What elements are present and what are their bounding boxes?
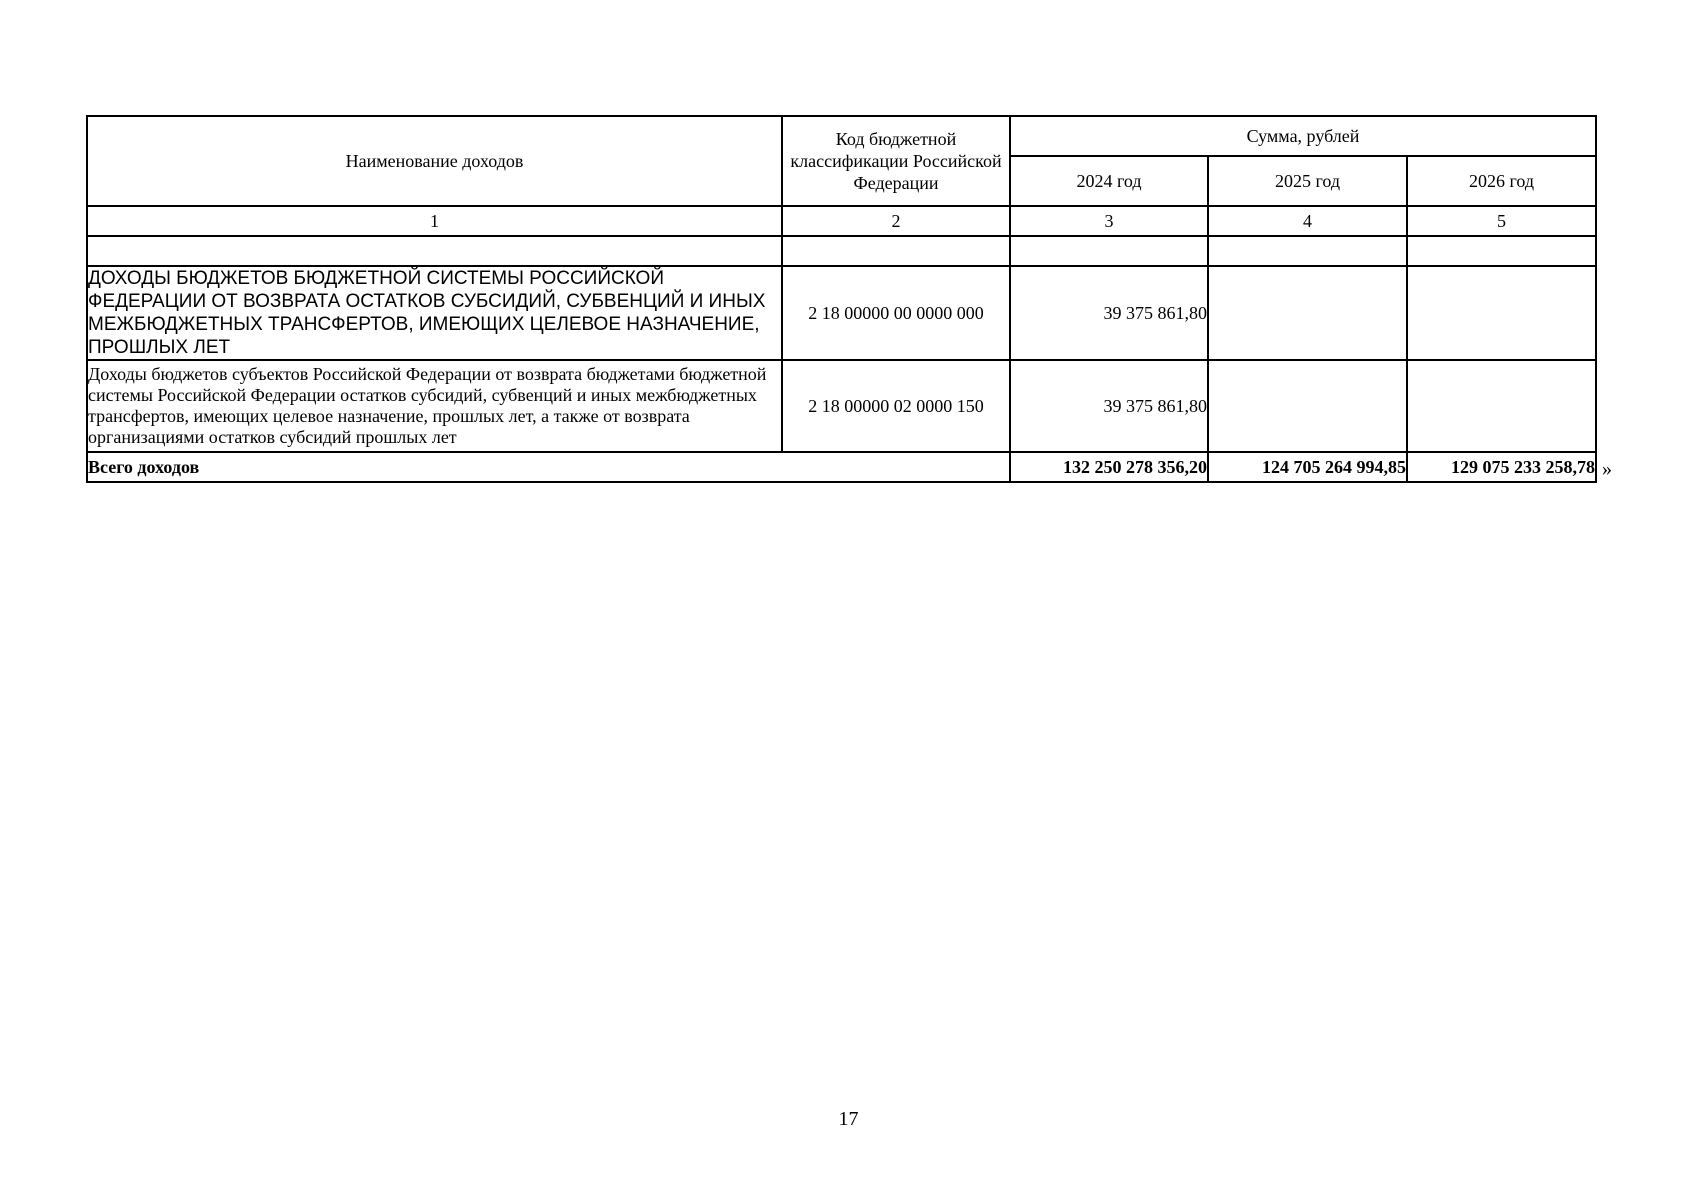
income-name: ДОХОДЫ БЮДЖЕТОВ БЮДЖЕТНОЙ СИСТЕМЫ РОССИЙСКОЙ ФЕДЕРАЦИИ ОТ ВОЗВРАТА ОСТАТКОВ СУБСИДИЙ, СУБВЕНЦИЙ И ИНЫХ МЕЖБЮДЖЕТНЫХ ТРАНСФЕРТОВ, ИМЕЮЩИХ ЦЕЛЕВОЕ НАЗНАЧЕНИЕ, ПРОШЛЫХ ЛЕТ [87, 266, 782, 360]
header-row-top [87, 116, 1596, 156]
income-name: Доходы бюджетов субъектов Российской Федерации от возврата бюджетами бюджетной системы Российской Федерации остатков субсидий, субвенций и иных межбюджетных трансфертов, имеющих целевое назначение, прошлых лет, а также от возврата организациями остатков субсидий прошлых лет [87, 360, 782, 452]
total-row [87, 452, 1596, 482]
header-income-name: Наименование доходов [87, 116, 782, 206]
column-number: 1 [87, 206, 782, 236]
column-number: 4 [1208, 206, 1407, 236]
total-label: Всего доходов [87, 452, 1010, 482]
table-row [87, 360, 1596, 452]
amount-2025 [1208, 360, 1407, 452]
amount-2024: 39 375 861,80 [1010, 360, 1208, 452]
amount-2026 [1407, 360, 1596, 452]
amount-2025 [1208, 266, 1407, 360]
empty-cell [1010, 236, 1208, 266]
empty-cell [782, 236, 1010, 266]
total-2025: 124 705 264 994,85 [1208, 452, 1407, 482]
empty-cell [1208, 236, 1407, 266]
amount-2024: 39 375 861,80 [1010, 266, 1208, 360]
budget-code: 2 18 00000 00 0000 000 [782, 266, 1010, 360]
header-sum: Сумма, рублей [1010, 116, 1596, 156]
empty-cell [1407, 236, 1596, 266]
empty-row [87, 236, 1596, 266]
budget-code: 2 18 00000 02 0000 150 [782, 360, 1010, 452]
column-number-row [87, 206, 1596, 236]
empty-cell [87, 236, 782, 266]
total-2026: 129 075 233 258,78 [1407, 452, 1596, 482]
total-2024: 132 250 278 356,20 [1010, 452, 1208, 482]
column-number: 5 [1407, 206, 1596, 236]
header-budget-code: Код бюджетной классификации Российской Федерации [782, 116, 1010, 206]
column-number: 2 [782, 206, 1010, 236]
page-number: 17 [838, 1108, 859, 1130]
income-table [86, 115, 1597, 483]
column-number: 3 [1010, 206, 1208, 236]
header-year-2026: 2026 год [1407, 156, 1596, 206]
amount-2026 [1407, 266, 1596, 360]
header-year-2024: 2024 год [1010, 156, 1208, 206]
table-row [87, 266, 1596, 360]
header-year-2025: 2025 год [1208, 156, 1407, 206]
closing-quote-mark: » [1602, 458, 1612, 480]
